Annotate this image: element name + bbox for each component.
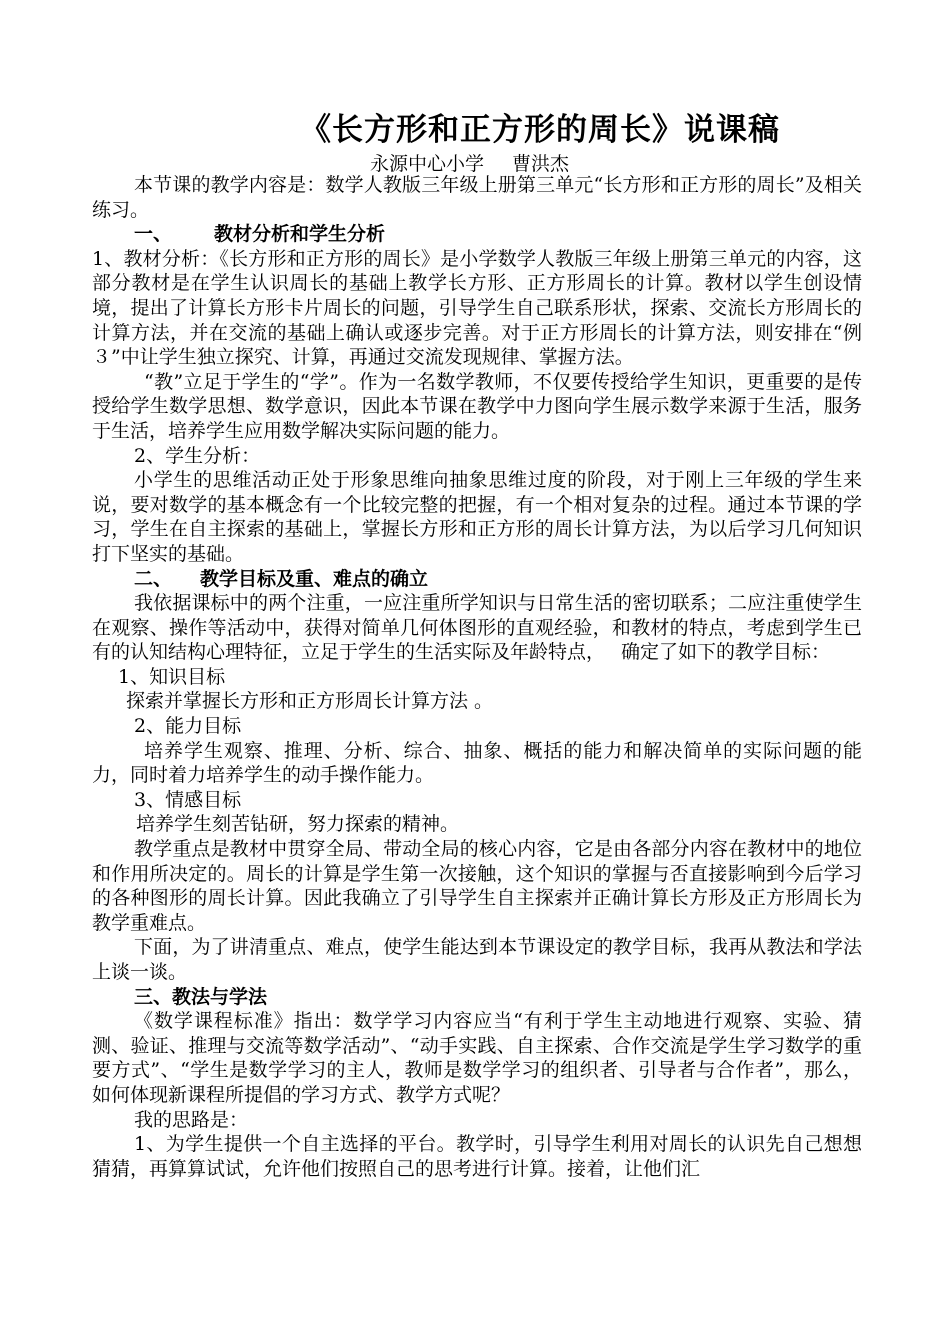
author-school: 永源中心小学 [370,153,485,175]
section-2-paragraph-3: 下面，为了讲清重点、难点，使学生能达到本节课设定的教学目标，我再从教法和学法上谈一谈。 [92,936,862,983]
section-1-heading [92,222,862,247]
goal-3-heading: 3、情感目标 [134,788,242,811]
section-1-title: 教材分析和学生分析 [214,223,386,246]
section-3-heading: 三、教法与学法 [134,985,268,1008]
goal-1-heading: 1、知识目标 [118,665,226,688]
goal-2-heading: 2、能力目标 [134,715,242,738]
section-1-number: 一、 [134,223,173,246]
goal-1-text: 探索并掌握长方形和正方形周长计算方法 。 [126,690,494,713]
intro-paragraph: 本节课的教学内容是：数学人教版三年级上册第三单元“长方形和正方形的周长”及相关练习。 [92,174,862,221]
document-body [92,173,862,1181]
section-3-paragraph-3: 1、为学生提供一个自主选择的平台。教学时，引导学生利用对周长的认识先自己想想猜猜，再算算试试，允许他们按照自己的思考进行计算。接着，让他们汇 [92,1133,862,1180]
section-2-paragraph-1a: 我依据课标中的两个注重，一应注重所学知识与日常生活的密切联系；二应注重使学生在观察、操作等活动中，获得对简单几何体图形的直观经验，和教材的特点，考虑到学生已有的认知结构心理特征，立足于学生的生活实际及年龄特点， [92,592,862,664]
author-line [370,149,569,176]
goal-3-text: 培养学生刻苦钻研，努力探索的精神。 [136,813,460,836]
goal-2-text: 培养学生观察、推理、分析、综合、抽象、概括的能力和解决简单的实际问题的能力，同时着力培养学生的动手操作能力。 [92,739,862,787]
document-title: 《长方形和正方形的周长》说课稿 [300,112,780,148]
section-2-number: 二、 [134,567,173,590]
section-2-paragraph-1b: 确定了如下的教学目标： [621,641,831,664]
section-3-paragraph-2: 我的思路是： [134,1108,249,1131]
section-1-paragraph-3: 小学生的思维活动正处于形象思维向抽象思维过度的阶段，对于刚上三年级的学生来说，要对数学的基本概念有一个比较完整的把握，有一个相对复杂的过程。通过本节课的学习，学生在自主探索的基础上，掌握长方形和正方形的周长计算方法，为以后学习几何知识打下坚实的基础。 [92,469,862,565]
section-2-title: 教学目标及重、难点的确立 [200,567,429,590]
section-1-sub-heading-2: 2、学生分析： [134,444,261,467]
section-1-paragraph-1: 1、教材分析：《长方形和正方形的周长》是小学数学人教版三年级上册第三单元的内容，这部分教材是在学生认识周长的基础上教学长方形、正方形周长的计算。教材以学生创设情境，提出了计算长方形卡片周长的问题，引导学生自己联系形状，探索、交流长方形周长的计算方法，并在交流的基础上确认或逐步完善。对于正方形周长的计算方法，则安排在“例３”中让学生独立探究、计算，再通过交流发现规律、掌握方法。 [92,247,862,369]
section-3-paragraph-1: 《数学课程标准》指出：数学学习内容应当“有利于学生主动地进行观察、实验、猜测、验证、推理与交流等数学活动”、“动手实践、自主探索、合作交流是学生学习数学的重要方式”、“学生是数学学习的主人，教师是数学学习的组织者、引导者与合作者”，那么，如何体现新课程所提倡的学习方式、教学方式呢？ [92,1010,862,1106]
section-2-paragraph-1 [92,591,862,665]
author-name: 曹洪杰 [512,153,570,175]
section-2-heading [92,567,862,592]
section-2-paragraph-2: 教学重点是教材中贯穿全局、带动全局的核心内容，它是由各部分内容在教材中的地位和作用所决定的。周长的计算是学生第一次接触，这个知识的掌握与否直接影响到今后学习的各种图形的周长计算。因此我确立了引导学生自主探索并正确计算长方形及正方形周长为教学重难点。 [92,838,862,934]
section-1-paragraph-2: “教”立足于学生的“学”。作为一名数学教师，不仅要传授给学生知识，更重要的是传授给学生数学思想、数学意识，因此本节课在教学中力图向学生展示数学来源于生活，服务于生活，培养学生应用数学解决实际问题的能力。 [92,370,862,442]
